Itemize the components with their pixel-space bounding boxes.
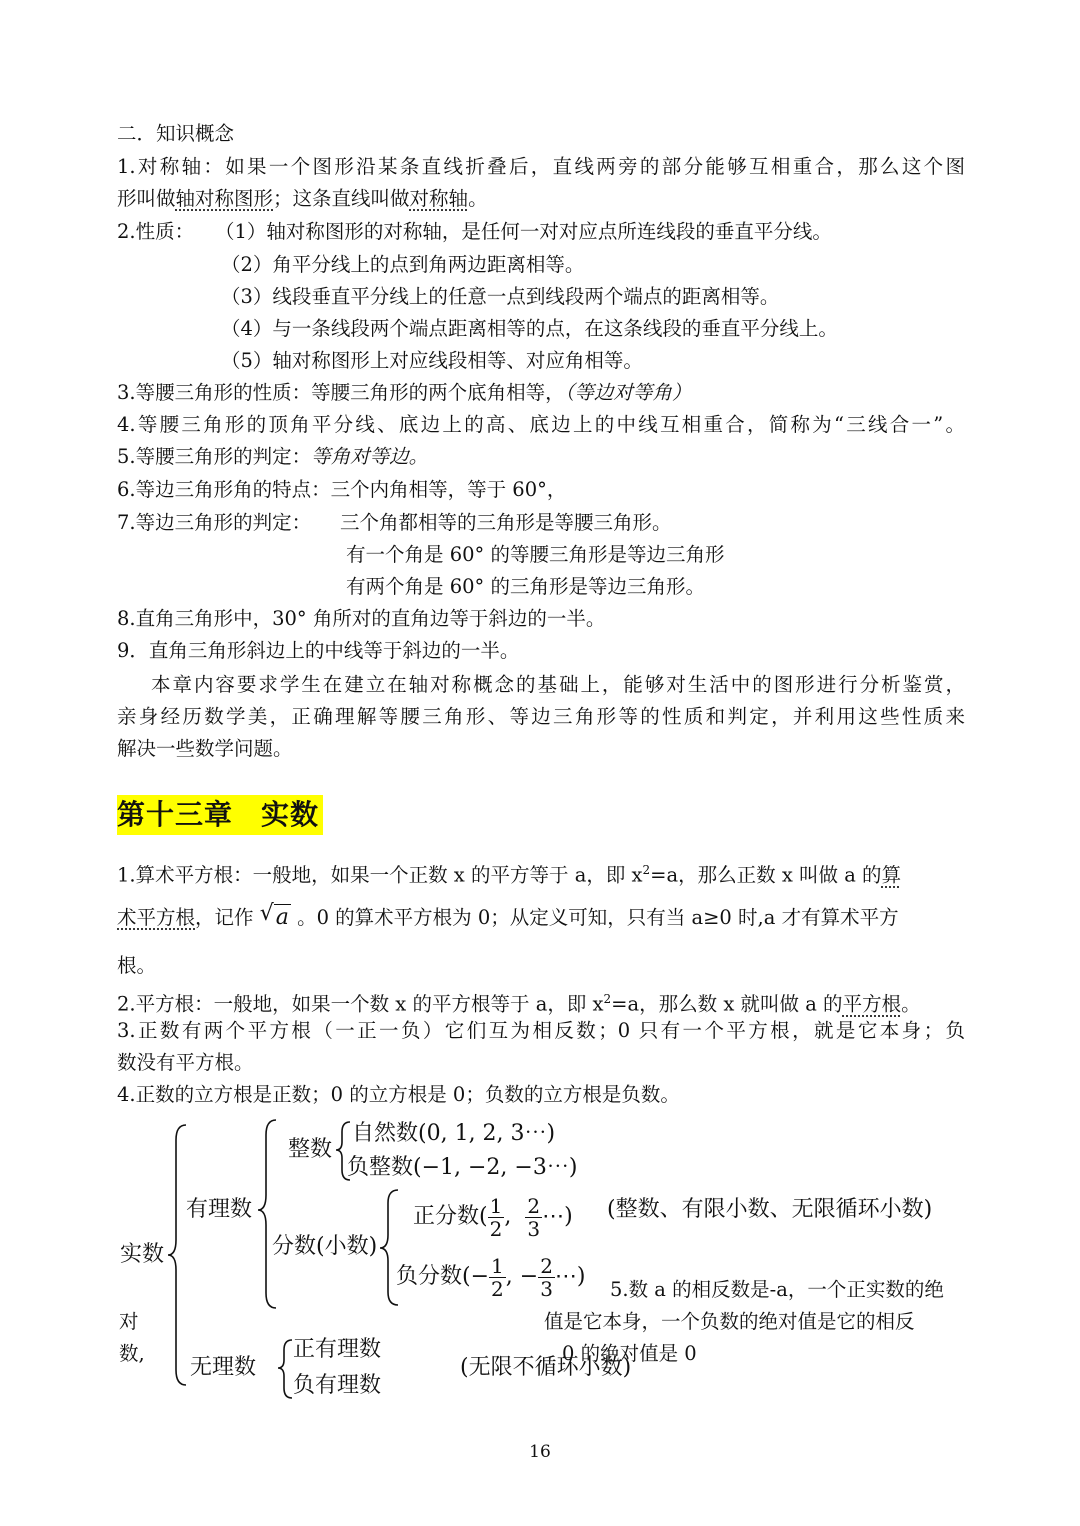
summary-line2: 亲身经历数学美，正确理解等腰三角形、等边三角形等的性质和判定，并利用这些性质来 [117,705,965,728]
rational-note: (整数、有限小数、无限循环小数) [607,1197,933,1222]
positive-two-roots-line2: 数没有平方根。 [117,1051,254,1074]
natural-numbers: 自然数(0, 1, 2, 3⋯) [352,1121,556,1146]
positive-two-roots-line1: 3.正数有两个平方根（一正一负）它们互为相反数；0 只有一个平方根，就是它本身；负 [117,1019,965,1042]
term-axisymmetric-figure: 轴对称图形 [175,187,274,210]
summary-line1: 本章内容要求学生在建立在轴对称概念的基础上，能够对生活中的图形进行分析鉴赏， [151,673,965,696]
property-item-4: （4）与一条线段两个端点距离相等的点，在这条线段的垂直平分线上。 [221,317,838,340]
term-square-root: 平方根 [842,992,902,1016]
fraction-two-thirds: $\frac{2}{3}$ [527,1193,541,1241]
properties-label: 2.性质： [117,220,195,243]
term-arithmetic-square-root: 术平方根 [117,906,196,929]
negative-fractions: 负分数(− $\frac{1}{2}$ , − $\frac{2}{3}$ ⋯) [396,1253,586,1301]
brace-real [168,1125,186,1385]
property-item-5: （5）轴对称图形上对应线段相等、对应角相等。 [221,349,643,372]
brace-rational [258,1120,276,1308]
arithmetic-sqrt-line1: 1.算术平方根：一般地，如果一个正数 x 的平方等于 a，即 $x^2=a$，那么正数 x 叫做 a 的算 [117,863,902,887]
equilateral-angles: 6.等边三角形角的特点：三个内角相等，等于 60°， [117,478,567,501]
three-lines-in-one: 4.等腰三角形的顶角平分线、底边上的高、底边上的中线互相重合，简称为“三线合一”。 [117,413,965,436]
term-axis-of-symmetry: 对称轴 [409,187,469,210]
sqrt-symbol: √ a [259,901,289,930]
square-root-definition: 2.平方根：一般地，如果一个数 x 的平方根等于 a，即 $x^2=a$，那么数 x 就叫做 a 的平方根。 [117,992,921,1016]
page-number: 16 [529,1442,551,1462]
fraction-one-half: $\frac{1}{2}$ [489,1193,503,1241]
side-text-b: 数, [119,1342,145,1365]
arithmetic-sqrt-line2: 术平方根，记作 √ a 。0 的算术平方根为 0；从定义可知，只有当 a≥0 时,a 才有算术平方 [117,901,899,930]
irrational-note: (无限不循环小数) [460,1355,632,1380]
property-item-3: （3）线段垂直平分线上的任意一点到线段两个端点的距离相等。 [221,285,780,308]
fraction-label: 分数(小数) [272,1234,378,1259]
property-item-2: （2）角平分线上的点到角两边距离相等。 [221,253,585,276]
isosceles-property: 3.等腰三角形的性质：等腰三角形的两个底角相等，（等边对等角） [117,381,692,404]
negative-integers: 负整数(−1, −2, −3⋯) [347,1155,578,1180]
axis-definition-line2: 形叫做轴对称图形；这条直线叫做对称轴。 [117,187,488,210]
brace-irrational [278,1340,292,1398]
cube-root-rule: 4.正数的立方根是正数；0 的立方根是 0；负数的立方根是负数。 [117,1083,680,1106]
property-item-1: （1）轴对称图形的对称轴，是任何一对对应点所连线段的垂直平分线。 [215,220,832,243]
absolute-value-line2: 值是它本身，一个负数的绝对值是它的相反 [544,1310,915,1333]
chapter-heading: 第十三章 实数 [117,795,323,835]
axis-definition-line1: 1.对称轴：如果一个图形沿某条直线折叠后，直线两旁的部分能够互相重合，那么这个图 [117,155,965,178]
integer-label: 整数 [288,1137,333,1162]
arithmetic-sqrt-line3: 根。 [117,954,157,977]
fraction-neg-one-half: $\frac{1}{2}$ [491,1253,504,1301]
rational-label: 有理数 [186,1197,253,1222]
section-title: 二．知识概念 [117,122,235,145]
isosceles-criterion: 5.等腰三角形的判定：等角对等边。 [117,445,429,468]
real-number-label: 实数 [120,1242,165,1267]
equilateral-criterion-2: 有一个角是 60° 的等腰三角形是等边三角形 [346,543,725,566]
equilateral-criterion-1: 三个角都相等的三角形是等腰三角形。 [340,511,672,534]
fraction-neg-two-thirds: $\frac{2}{3}$ [540,1253,553,1301]
side-text-a: 对 [119,1310,139,1333]
positive-irrational: 正有理数 [293,1337,382,1362]
equilateral-criterion-3: 有两个角是 60° 的三角形是等边三角形。 [346,575,705,598]
absolute-value-line1: 5.数 a 的相反数是-a，一个正实数的绝 [610,1278,944,1301]
negative-irrational: 负有理数 [293,1373,382,1398]
absolute-value-line3: 0 的绝对值是 0 [562,1342,697,1365]
summary-line3: 解决一些数学问题。 [117,737,293,760]
positive-fractions: 正分数( $\frac{1}{2}$ , $\frac{2}{3}$ ⋯) [413,1193,573,1241]
irrational-label: 无理数 [190,1355,257,1380]
right-triangle-30: 8.直角三角形中，30° 角所对的直角边等于斜边的一半。 [117,607,606,630]
hypotenuse-median: 9．直角三角形斜边上的中线等于斜边的一半。 [117,639,520,662]
equilateral-criterion-label: 7.等边三角形的判定： [117,511,312,534]
